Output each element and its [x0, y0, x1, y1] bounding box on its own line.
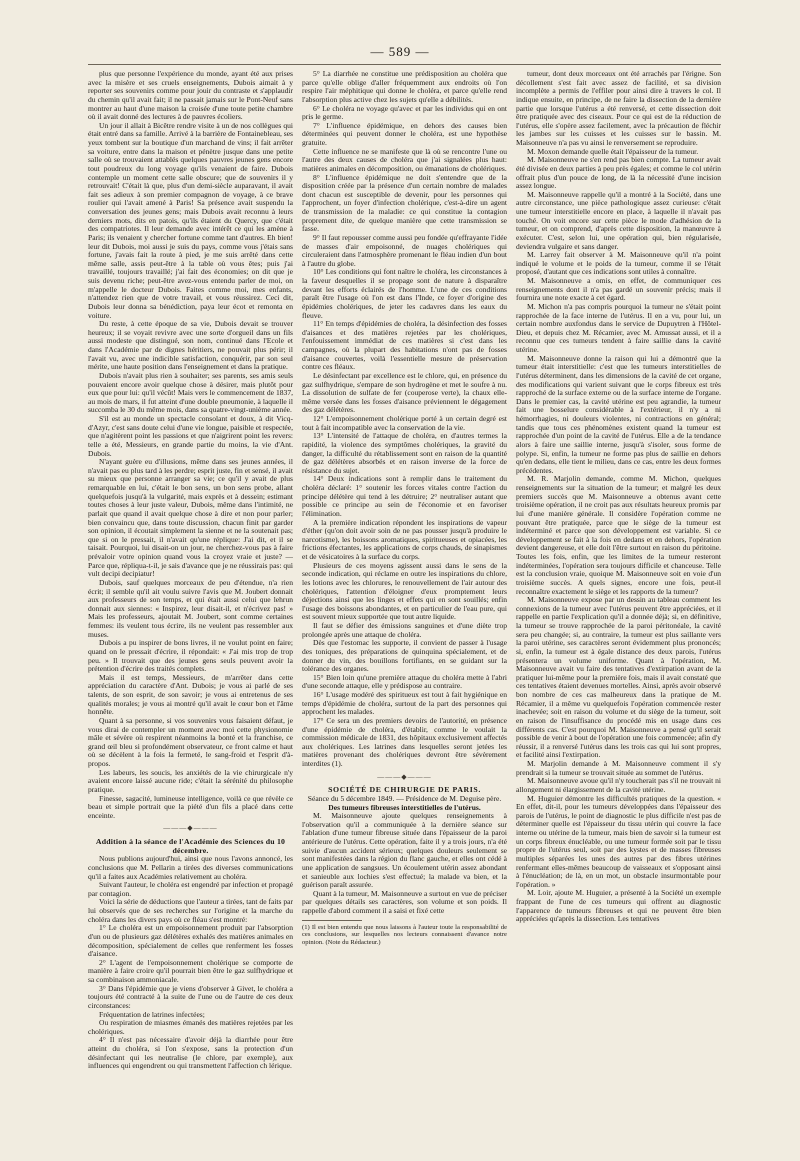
paragraph: Du reste, à cette époque de sa vie, Dubois devait se trouver heureux; il se voyait revivre avec une sorte d'orgueil dans un fils aussi modeste que distingué, son nom, continué dans l'Ecole et dans l'Académie par de dignes héritiers, ne pouvait plus périr; il l'avait vu, avec une indicible satisfaction, conquérir, par son seul mérite, une haute position dans l'enseignement et dans la pratique.: [88, 319, 293, 372]
paragraph: Dès que l'estomac les supporte, il convient de passer à l'usage des toniques, des préparations de quinquina spécialement, et de donner du vin, des bouillons fortifiants, en se guidant sur la tolérance des organes.: [302, 638, 507, 674]
paragraph: 16° L'usage modéré des spiritueux est tout à fait hygiénique en temps d'épidémie de choléra, surtout de la part des personnes qui approchent les malades.: [302, 690, 507, 717]
societe-heading: SOCIÉTÉ DE CHIRURGIE DE PARIS.: [328, 785, 481, 795]
section-ornament: ———◆———: [377, 772, 432, 781]
paragraph: Dubois a pu inspirer de bons livres, il ne voulut point en faire; quand on le pressait d'écrire, il répondait: « J'ai mis trop de trop peu. » Il trouvait que des jeunes gens seuls peuvent avoir la prétention d'écrire des traités complets.: [88, 638, 293, 674]
col2-body: [302, 70, 507, 769]
session-line: Séance du 5 décembre 1849. — Présidence de M. Deguise père.: [307, 793, 502, 803]
header-rule: [88, 64, 721, 65]
footnote: (1) Il est bien entendu que nous laissons à l'auteur toute la responsabilité de ces conclusions, sur lesquelles nos lecteurs connaissent d'avance notre opinion. (Note du Rédacteur.): [302, 923, 507, 946]
paragraph: Il faut se défier des émissions sanguines et d'une diète trop prolongée après une attaque de choléra.: [302, 621, 507, 639]
paragraph: M. Marjolin demande à M. Maisonneuve comment il s'y prendrait si la tumeur se trouvait située au sommet de l'utérus.: [516, 759, 721, 777]
paragraph: A la première indication répondent les inspirations de vapeur d'éther (qu'on doit avoir soin de ne pas pousser jusqu'à produire le narcotisme), les boissons aromatiques, spiritueuses et opiacées, les frictions éfectantes, les applications de corps chauds, de sinapismes et de vésicatoires à la surface du corps.: [302, 517, 507, 561]
column-3: [516, 70, 721, 1150]
paragraph: M. Maisonneuve ne s'en rend pas bien compte. La tumeur avait été divisée en deux parties à peu près égales; et comme le col utérin offrait plus d'un pouce de long, de là la nécessité d'une incision assez longue.: [516, 155, 721, 191]
paragraph: M. Maisonneuve expose par un dessin au tableau comment les connexions de la tumeur avec l'utérus peuvent être appréciées, et il rappelle en partie l'explication qu'il a donnée déjà; si, en définitive, la tumeur se trouve rapprochée de la paroi péritonéale, la cavité sera peu changée; si, au contraire, la tumeur est plus saillante vers la paroi utérine, ses caractères seront évidemment plus prononcés; si, enfin, la tumeur est à égale distance des deux parois, l'utérus présentera un volume uniforme. Quant à l'opération, M. Maisonneuve avait vu faire des tentatives d'extirpation avant de la pratiquer lui-même pour la première fois, mais il avait constaté que ces tentatives étaient devenues mortelles. Ainsi, après avoir observé bon nombre de ces cas malheureux dans la pratique de M. Récamier, il a même vu quelquefois l'opération commencée rester inachevée; soit en raison du volume et du siège de la tumeur, soit en raison de l'insuffisance du procédé mis en usage dans ces différents cas. C'est pourquoi M. Maisonneuve a pensé qu'il serait possible de venir à bout de l'opération une fois commencée; afin d'y réussir, il a renversé l'utérus dans les trois cas qui lui sont propres, et facilité ainsi l'extirpation.: [516, 595, 721, 760]
col2-body2: [302, 812, 507, 916]
paragraph: Dubois n'avait plus rien à souhaiter; ses parents, ses amis seuls pouvaient encore avoir quelque chose à désirer, mais plutôt pour eux que pour lui: qu'il vécût! Mais vers le commencement de 1837, au mois de mars, il fut atteint d'une double pneumonie, à laquelle il succomba le 30 du même mois, dans sa quatre-vingt-unième année.: [88, 370, 293, 415]
paragraph: 14° Deux indications sont à remplir dans le traitement du choléra déclaré: 1° soutenir les forces vitales contre l'action du principe délétère qui tend à les détruire; 2° neutraliser autant que possible ce principe au sein de l'économie et en favoriser l'élimination.: [302, 474, 507, 518]
column-1: [88, 70, 293, 1150]
paragraph: 5° La diarrhée ne constitue une prédisposition au choléra que parce qu'elle oblige d'aller fréquemment aux endroits où l'on respire l'air méphitique qui donne le choléra, et parce qu'elle rend l'absorption plus active chez les sujets qu'elle a débilités.: [302, 70, 507, 104]
paragraph: N'ayant guère eu d'illusions, même dans ses jeunes années, il n'avait pas eu plus tard à les perdre; esprit juste, fin et sensé, il avait su mieux que personne arranger sa vie; ce qu'il y avait de plus remarquable en lui, c'était le bon sens, un bon sens probe, allant quelquefois jusqu'à la vulgarité, mais exprès et à dessein; estimant toutes choses à leur juste valeur, Dubois, même dans l'intimité, ne parlait que quand il avait quelque chose à dire et non pour parler; bien convaincu que, dans toute discussion, chacun finit par garder son opinion, il écoutait simplement la sienne et ne la soutenait pas; que si on le pressait, il n'avait qu'une réplique: J'ai dit, et il se taisait. Pourquoi, lui disait-on un jour, ne cherchez-vous pas à faire prévaloir votre opinion quand vous la croyez vraie et juste? — Parce que, répliqua-t-il, je sais d'avance que je ne réussirais pas: quì vult decipi decipiatur!: [88, 457, 293, 579]
paragraph: 11° En temps d'épidémies de choléra, la désinfection des fosses d'aisances et des matières rejetées par les cholériques, l'enfouissement immédiat de ces matières si c'est dans les campagnes, où la plupart des habitations n'ont pas de fosses d'aisance couvertes, voilà l'essentielle mesure de préservation contre ces fléaux.: [302, 319, 507, 372]
paragraph: Quant à la tumeur, M. Maisonneuve a surtout en vue de préciser par quelques détails ses caractères, son volume et son poids. Il rappelle d'abord comment il a saisi et fixé cette: [302, 888, 507, 915]
paragraph: 7° L'influence épidémique, en dehors des causes bien déterminées qui peuvent donner le choléra, est une hypothèse gratuite.: [302, 120, 507, 147]
paragraph: M. Maisonneuve donne la raison qui lui a démontré que la tumeur était interstitielle: c'est que les tumeurs interstitielles de l'utérus déterminent, dans les dimensions de la cavité de cet organe, des modifications qui varient suivant que le corps fibreux est très rapproché de la surface externe ou de la surface interne de l'organe. Dans le premier cas, la cavité utérine est peu agrandie, la tumeur fait une bosselure considérable à l'extérieur, il n'y a ni hémorrhagies, ni douleurs violentes, ni contractions en général; tandis que tous ces phénomènes existent quand la tumeur est rapprochée d'un point de la cavité de l'utérus. Elle a de la tendance alors à faire une saillie interne, jusqu'à s'isoler, sous forme de polype. Si, enfin, la tumeur ne forme pas plus de saillie en dehors qu'en dedans, elle tient le milieu, dans ce cas, entre les deux formes précédentes.: [516, 353, 721, 475]
paragraph: M. Maisonneuve ajoute quelques renseignements à l'observation qu'il a communiquée à la dernière séance sur l'ablation d'une tumeur fibreuse située dans l'épaisseur de la paroi antérieure de l'utérus. Cette opération, faite il y a trois jours, n'a été suivie d'aucun accident sérieux; quelques douleurs seulement se sont manifestées dans la région du flanc gauche, et elles ont cédé à une application de sangsues. Un écoulement utérin assez abondant et sanieuble aux lochies s'est effectué; la malade va bien, et la guérison paraît assurée.: [302, 811, 507, 890]
paragraph: Suivant l'auteur, le choléra est engendré par infection et propagé par contagion.: [88, 880, 293, 898]
paragraph: 3° Dans l'épidémie que je viens d'observer à Givet, le choléra a toujours été contracté à la suite de l'une ou de l'autre de ces deux circonstances:: [88, 983, 293, 1010]
paragraph: 4° Il n'est pas nécessaire d'avoir déjà la diarrhée pour être atteint du choléra, si l'on s'expose, sans la protection d'un désinfectant qui les neutralise (le chlore, par exemple), aux influences qui engendrent ou qui transmettent l'affection ch lérique.: [88, 1035, 293, 1071]
paragraph: M. Larrey fait observer à M. Maisonneuve qu'il n'a point indiqué le volume et le poids de la tumeur, comme il se l'était proposé, d'autant que ces indications sont utiles à connaître.: [516, 250, 721, 277]
paragraph: 9° Il faut repousser comme aussi peu fondée qu'effrayante l'idée de masses d'air empoisonné, de nuages cholériques qui circuleraient dans l'atmosphère promenant le fléau indien d'un bout à l'autre du globe.: [302, 232, 507, 268]
paragraph: plus que personne l'expérience du monde, ayant été aux prises avec la misère et ses cruels enseignements, Dubois aimait à y reporter ses souvenirs comme pour jouir du contraste et s'applaudir du chemin qu'il avait fait; il ne passait jamais sur le Pont-Neuf sans montrer au haut d'une maison la croisée d'une toute petite chambre où il avait donné des lectures à de pauvres écoliers.: [88, 70, 293, 122]
paragraph: Finesse, sagacité, lumineuse intelligence, voilà ce que révèle ce beau et simple portrait que la piété d'un fils a placé dans cette enceinte.: [88, 793, 293, 820]
paragraph: Nous publions aujourd'hui, ainsi que nous l'avons annoncé, les conclusions que M. Pellarin a tirées des diverses communications qu'il a faites aux Académies relativement au choléra.: [88, 854, 293, 881]
col1-intro: [88, 70, 293, 820]
paragraph: M. Michon n'a pas compris pourquoi la tumeur ne s'était point rapprochée de la face interne de l'utérus. Il en a vu, pour lui, un certain nombre auxfondus dans le service de Dupuytren à l'Hôtel-Dieu, et depuis chez M. Récamier, avec M. Amussat aussi, et il a reconnu que ces tumeurs tendent à faire saillie dans la cavité utérine.: [516, 301, 721, 354]
paragraph: M. Huguier démontre les difficultés pratiques de la question. « En effet, dit-il, pour les tumeurs développées dans l'épaisseur des parois de l'utérus, le point de diagnostic le plus difficile n'est pas de déterminer quelle est l'épaisseur du tissu utérin qui couvre la face interne ou utérine de la tumeur, mais bien de savoir si la tumeur est un corps fibreux énucléable, ou une tumeur formée soit par le tissu propre de l'utérus seul, soit par des kystes et de masses fibreuses multiples séparées les unes des autres par des fibres utérines renfermant elles-mêmes beaucoup de vaisseaux et s'opposant ainsi à l'énucléation; de là, en un mot, un obstacle insurmontable pour l'opération. »: [516, 793, 721, 889]
paragraph: M. Maisonneuve avoue qu'il n'y toucherait pas s'il ne trouvait ni allongement ni élargissement de la cavité utérine.: [516, 776, 721, 794]
page-number: — 589 —: [370, 44, 430, 59]
col1-body: [88, 855, 293, 1071]
paragraph: 15° Bien loin qu'une première attaque du choléra mette à l'abri d'une seconde attaque, elle y prédispose au contraire.: [302, 672, 507, 691]
footnote-rule: [302, 920, 362, 921]
section-ornament: ———◆———: [163, 824, 218, 833]
paragraph: 8° L'influence épidémique ne doit s'entendre que de la disposition créée par la présence d'un certain nombre de malades dont chacun est susceptible de devenir, pour les personnes qui l'approchent, un foyer d'infection cholérique, c'est-à-dire un agent de transmission de la maladie: ce qui constitue la contagion proprement dite, de quelque manière que cette transmission se fasse.: [302, 172, 507, 234]
paragraph: S'il est au monde un spectacle consolant et doux, à dit Vicq-d'Azyr, c'est sans doute celui d'une vie longue, paisible et respectée, que n'agitèrent point les passions et que n'aigrirent point les revers: telle a été, Messieurs, en grande partie du moins, la vie d'Ant. Dubois.: [88, 414, 293, 458]
paragraph: M. Loir, ajoute M. Huguier, a présenté à la Société un exemple frappant de l'une de ces tumeurs qui offrent au diagnostic l'apparence de tumeurs fibreuses et qui ne peuvent être bien appréciées qu'après la dissection. Les tentatives: [516, 888, 721, 924]
paragraph: M. R. Marjolin demande, comme M. Michon, quelques renseignements sur la situation de la tumeur; et malgré les deux premiers succès que M. Maisonneuve a obtenus avant cette troisième opération, il ne croit pas aux résultats heureux promis par lui d'une manière générale. Il considère l'opération comme ne pouvant être pratiquée, parce que le siège de la tumeur est indéterminé et parce que son développement est variable. Si ce développement se fait à la fois en dedans et en dehors, l'opération devient dangereuse, et elle doit l'être surtout en raison du péritoine. Toutes les fois, enfin, que les limites de la tumeur resteront indéterminées, l'opération sera toujours difficile et chanceuse. Telle est la conclusion vraie, quoique M. Maisonneuve soit en voie d'un troisième succès. A quels signes, encore une fois, peut-il reconnaître exactement le siège et les rapports de la tumeur?: [516, 474, 721, 596]
paragraph: M. Moxon demande quelle était l'épaisseur de la tumeur.: [527, 146, 699, 156]
paragraph: 17° Ce sera un des premiers devoirs de l'autorité, en présence d'une épidémie de choléra, d'établir, comme le voulait la commission médicale de 1831, des hôpitaux exclusivement affectés aux cholériques. Les latrines dans lesquelles seront jetées les matières provenant des cholériques devront être sévèrement interdites (1).: [302, 715, 507, 768]
paragraph: Quant à sa personne, si vos souvenirs vous faisaient défaut, je vous dirai de contempler un moment avec moi cette physionomie mâle et sévère où respirent néanmoins la bonté et la franchise, ce grand œil bleu si profondément observateur, ce front calme et haut où se décèlent à la fois la fermeté, le sang-froid et l'esprit d'à-propos.: [88, 715, 293, 768]
paragraph: Les labeurs, les soucis, les anxiétés de la vie chirurgicale n'y avaient encore laissé aucune ride; c'était la sérénité du philosophe pratique.: [88, 767, 293, 794]
paragraph: M. Maisonneuve a omis, en effet, de communiquer ces renseignements dont il n'a pas gardé un souvenir précis; mais il fournira une note exacte à cet égard.: [516, 276, 721, 303]
column-2: [302, 70, 507, 1150]
paragraph: Mais il est temps, Messieurs, de m'arrêter dans cette appréciation du caractère d'Ant. Dubois; je vous ai parlé de ses talents, de son esprit, de son savoir; je vous ai entretenus de ses qualités morales; je vous ai montré qu'il avait le cœur bon et l'âme honnête.: [88, 672, 293, 717]
paragraph: Fréquentation de latrines infectées;: [99, 1009, 205, 1019]
paragraph: Plusieurs de ces moyens agissent aussi dans le sens de la seconde indication, qui réclame en outre les inspirations du chlore, les lotions avec les chlorures, le renouvellement de l'air autour des cholériques, l'attention d'éloigner d'eux promptement leurs déjections ainsi que les linges et effets qui en sont souillés; enfin l'usage des boissons abondantes, et en particulier de l'eau pure, qui est souvent mieux supportée que tout autre liquide.: [302, 560, 507, 622]
paragraph: Un jour il allait à Bicêtre rendre visite à un de nos collègues qui était entré dans sa famille. Arrivé à la barrière de Fontainebleau, ses yeux tombent sur la boutique d'un marchand de vins; il fait arrêter sa voiture, entre dans la maison et pénètre jusque dans une petite salle où se trouvaient attablés quelques pauvres jeunes gens encore tout poudreux du long voyage qu'ils venaient de faire. Dubois contemple un moment cette salle obscure; que de souvenirs il y retrouvait! C'était là que, plus d'un demi-siècle auparavant, il avait fait ses adieux à son premier compagnon de voyage, à ce brave roulier qui l'avait amené à Paris! Sa présence avait suspendu la conversation des jeunes gens; mais Dubois avait reconnu à leurs derniers mots, dits en patois, qu'ils étaient du Quercy, que c'était des compatriotes. Il leur demande avec intérêt ce qui les amène à Paris; ils venaient y chercher fortune comme tant d'autres. Eh bien! leur dit Dubois, moi aussi je suis du pays, comme vous j'étais sans fortune, j'avais fait la route à pied, je me suis arrêté dans cette même salle, assis peut-être à la table où vous êtes; puis j'ai travaillé, toujours travaillé; j'ai fait des économies; on dit que je suis devenu riche; peut-être avez-vous entendu parler de moi, on m'appelle le docteur Dubois. Faites comme moi, mes enfants, n'attendez rien que de votre travail, et vous réussirez. Ceci dit, Dubois leur donna sa bénédiction, paya leur écot et remonta en voiture.: [88, 120, 293, 320]
paragraph: 12° L'empoisonnement cholérique porté à un certain degré est tout à fait incompatible avec la conservation de la vie.: [302, 414, 507, 432]
academie-heading: Addition à la séance de l'Académie des Sciences du 10 décembre.: [95, 837, 286, 855]
paragraph: 1° Le choléra est un empoisonnement produit par l'absorption d'un ou de plusieurs gaz délétères exhalés des matières animales en décomposition, spécialement de celles que renferment les fosses d'aisance.: [88, 923, 293, 959]
paragraph: tumeur, dont deux morceaux ont été arrachés par l'érigne. Son décollement s'est fait avec assez de facilité, et sa division incomplète a permis de l'effiler pour ainsi dire à travers le col. Il indique ensuite, en principe, de ne faire la dissection de la dernière partie que lorsque l'utérus a été renversé, et cette dissection doit être pratiquée avec des ciseaux. Pour ce qui est de la réduction de l'utérus, elle s'opère assez facilement, avec la précaution de fléchir les jambes sur les cuisses et les cuisses sur le bassin. M. Maisonneuve n'a pas vu ainsi le renversement se reproduire.: [516, 70, 721, 147]
paragraph: Le désinfectant par excellence est le chlore, qui, en présence du gaz sulfhydrique, s'empare de son hydrogène et met le soufre à nu. La dissolution de sulfate de fer (couperose verte), la chaux elle-même versée dans les fosses d'aisance préviennent le dégagement des gaz délétères.: [302, 370, 507, 415]
paragraph: M. Maisonneuve rappelle qu'il a montré à la Société, dans une autre circonstance, une pièce pathologique assez curieuse: c'était une tumeur interstitielle encore en place, à laquelle il n'avait pas touché. On voit encore sur cette pièce le mode d'adhésion de la tumeur, et on comprend, d'après cette disposition, la manœuvre à exécuter. C'est, selon lui, une opération qui, bien régularisée, deviendra vulgaire et sans danger.: [516, 189, 721, 251]
paragraph: 6° Le choléra ne voyage qu'avec et par les individus qui en ont pris le germe.: [302, 103, 507, 122]
paragraph: Voici la série de déductions que l'auteur a tirées, tant de faits par lui observés que de ses recherches sur l'origine et la marche du choléra dans les divers pays où ce fléau s'est montré:: [88, 897, 293, 924]
col3-body: [516, 70, 721, 924]
paragraph: Dubois, sauf quelques morceaux de peu d'étendue, n'a rien écrit; il semble qu'il ait voulu suivre l'avis que M. Joubert donnait aux professeurs de son temps, et qui était aussi celui que lehrun donnait aux siennes: « Inspirez, leur disait-il, et n'écrivez pas! » Mais les professeurs, ajoutait M. Joubert, sont comme certaines femmes: ils veulent tous écrire, ils ne veulent pas ressembler aux muses.: [88, 577, 293, 639]
paragraph: Ou respiration de miasmes émanés des matières rejetées par les cholériques.: [88, 1018, 293, 1036]
paragraph: 13° L'intensité de l'attaque de choléra, en d'autres termes la rapidité, la violence des symptômes cholériques, la gravité du danger, la difficulté du rétablissement sont en raison de la quantité de gaz délétères absorbés et en raison inverse de la force de résistance du sujet.: [302, 431, 507, 475]
paragraph: Cette influence ne se manifeste que là où se rencontre l'une ou l'autre des deux causes de choléra que j'ai signalées plus haut: matières animales en décomposition, ou émanations de cholériques.: [302, 146, 507, 173]
paragraph: 10° Les conditions qui font naître le choléra, les circonstances à la faveur desquelles il se propage sont de nature à disparaître devant les efforts éclairés de l'homme. L'une de ces conditions paraît être l'usage où l'on est dans l'Inde, ce foyer d'origine des épidémies cholériques, de jeter les cadavres dans les eaux du fleuve.: [302, 267, 507, 320]
paragraph: 2° L'agent de l'empoisonnement cholérique se comporte de manière à faire croire qu'il pourrait bien être le gaz sulfhydrique et sa combinaison ammoniacale.: [88, 957, 293, 984]
article-subheading: Des tumeurs fibreuses interstitielles de l'utérus.: [328, 802, 481, 812]
